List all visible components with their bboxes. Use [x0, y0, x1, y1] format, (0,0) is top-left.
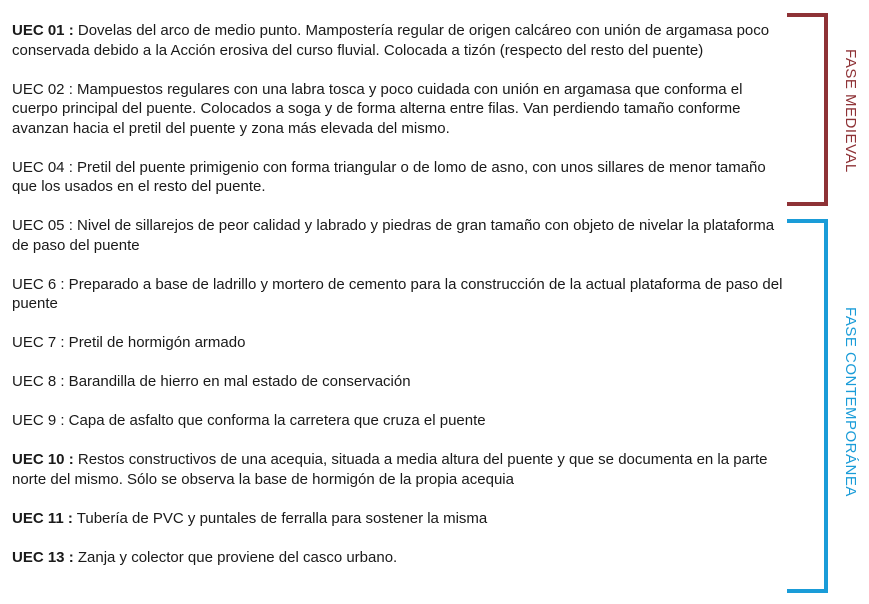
entry-uec-11	[12, 509, 792, 529]
entry-text: Pretil del puente primigenio con forma triangular o de lomo de asno, con unos sillares de menor tamaño que los usados en el resto del puente.	[12, 158, 766, 195]
entry-text: Restos constructivos de una acequia, situada a media altura del puente y que se documenta en la parte norte del mismo. Sólo se observa la base de hormigón de la propia acequia	[12, 451, 768, 488]
entry-code: UEC 01 :	[12, 22, 74, 39]
entry-uec-05	[12, 216, 792, 255]
entry-code: UEC 04 :	[12, 158, 73, 176]
contemporary-phase-bracket	[787, 219, 828, 593]
entry-uec-10	[12, 450, 792, 489]
entry-text: Tubería de PVC y puntales de ferralla para sostener la misma	[72, 509, 488, 527]
entry-code: UEC 8 :	[12, 373, 65, 390]
entry-uec-13	[12, 548, 792, 568]
entry-text: Mampuestos regulares con una labra tosca y poco cuidada con unión en argamasa que conforma el cuerpo principal del puente. Colocados a soga y de forma alterna entre filas. Van perdiendo tamaño conforme avanzan hacia el pretil del puente y zona más elevada del mismo.	[12, 80, 743, 137]
entry-code: UEC 02 :	[12, 80, 73, 98]
medieval-phase-label: FASE MEDIEVAL	[842, 49, 859, 173]
entry-code: UEC 6 :	[12, 275, 65, 293]
entry-code: UEC 10 :	[12, 451, 74, 468]
entry-code: UEC 9 :	[12, 412, 65, 429]
entry-uec-02	[12, 80, 792, 139]
entry-text: Dovelas del arco de medio punto. Mampostería regular de origen calcáreo con unión de argamasa poco conservada debido a la Acción erosiva del curso fluvial. Colocada a tizón (respecto del resto del puente)	[12, 22, 770, 59]
contemporary-phase-label: FASE CONTEMPORÁNEA	[842, 307, 859, 497]
entry-uec-01	[12, 21, 792, 60]
entry-code: UEC 05 :	[12, 217, 73, 234]
entry-text: Zanja y colector que proviene del casco urbano.	[73, 548, 398, 566]
entry-uec-04	[12, 158, 792, 197]
entry-text: Nivel de sillarejos de peor calidad y labrado y piedras de gran tamaño con objeto de nivelar la plataforma de paso del puente	[12, 217, 775, 254]
entry-uec-8	[12, 372, 792, 392]
entry-text: Preparado a base de ladrillo y mortero de cemento para la construcción de la actual plataforma de paso del puente	[12, 275, 783, 312]
entry-uec-6	[12, 275, 792, 314]
entries-list	[12, 21, 792, 567]
entry-code: UEC 7 :	[12, 334, 65, 351]
entry-code: UEC 11 :	[12, 509, 73, 527]
entry-text: Pretil de hormigón armado	[64, 334, 246, 351]
medieval-phase-bracket	[787, 13, 828, 206]
entry-text: Capa de asfalto que conforma la carretera que cruza el puente	[64, 412, 486, 429]
entry-code: UEC 13 :	[12, 548, 74, 566]
entry-uec-9	[12, 411, 792, 431]
entry-uec-7	[12, 333, 792, 353]
entry-text: Barandilla de hierro en mal estado de conservación	[64, 373, 411, 390]
